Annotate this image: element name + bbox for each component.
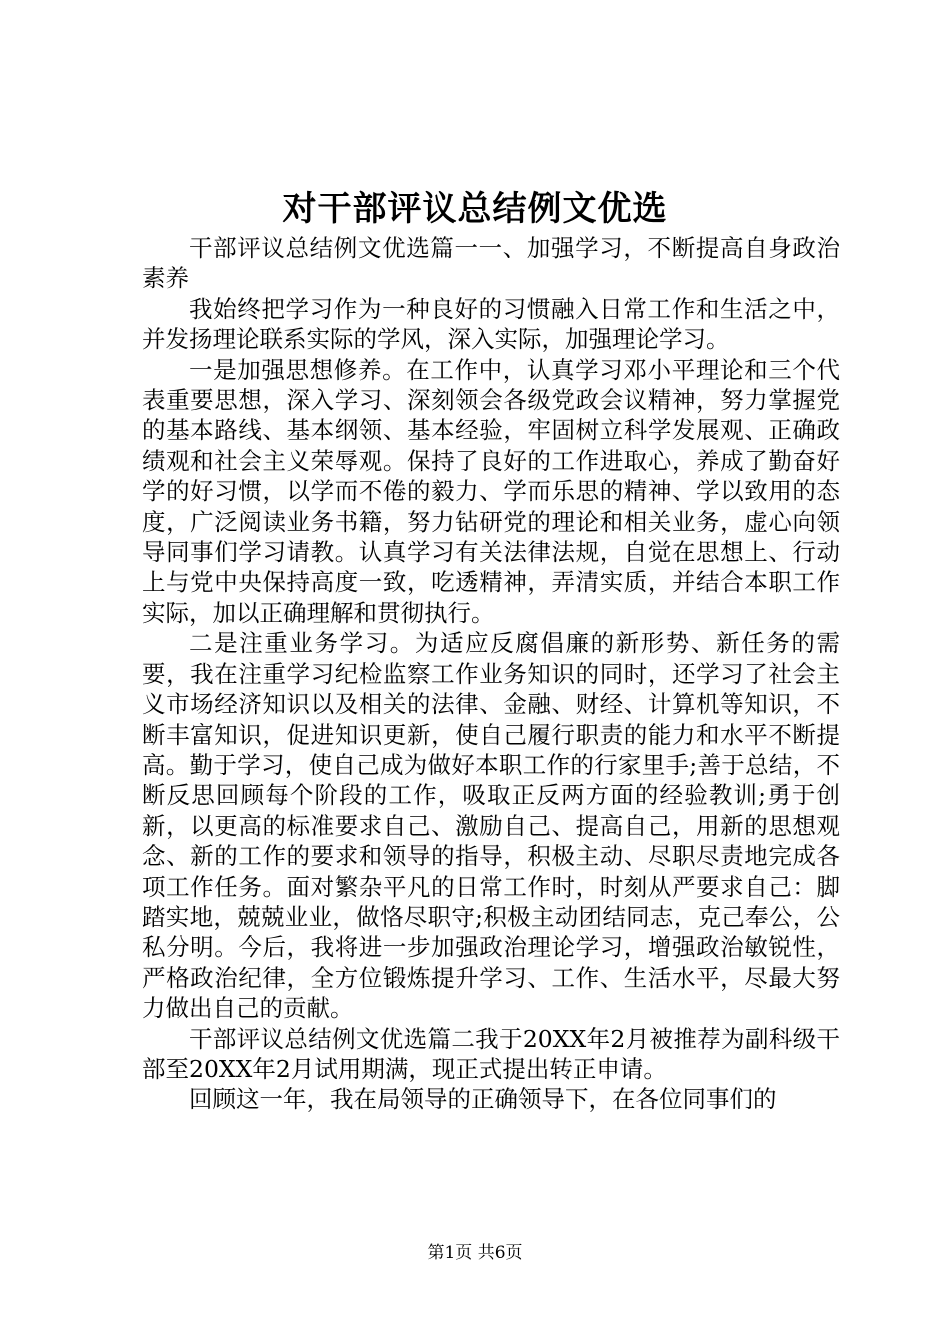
paragraph: 干部评议总结例文优选篇二我于20XX年2月被推荐为副科级干部至20XX年2月试用期满，现正式提出转正申请。 <box>142 1024 840 1083</box>
paragraph: 我始终把学习作为一种良好的习惯融入日常工作和生活之中，并发扬理论联系实际的学风，深入实际，加强理论学习。 <box>142 294 840 354</box>
paragraph: 回顾这一年，我在局领导的正确领导下，在各位同事们的 <box>189 1085 777 1114</box>
page-number-footer: 第1页 共6页 <box>427 1243 523 1263</box>
paragraph: 干部评议总结例文优选篇一一、加强学习，不断提高自身政治素养 <box>142 234 840 293</box>
document-body <box>142 233 840 1115</box>
paragraph: 一是加强思想修养。在工作中，认真学习邓小平理论和三个代表重要思想，深入学习、深刻领会各级党政会议精神，努力掌握党的基本路线、基本纲领、基本经验，牢固树立科学发展观、正确政绩观和社会主义荣辱观。保持了良好的工作进取心，养成了勤奋好学的好习惯，以学而不倦的毅力、学而乐思的精神、学以致用的态度，广泛阅读业务书籍，努力钻研党的理论和相关业务，虚心向领导同事们学习请教。认真学习有关法律法规，自觉在思想上、行动上与党中央保持高度一致，吃透精神，弄清实质，并结合本职工作实际，加以正确理解和贯彻执行。 <box>142 355 840 627</box>
document-title: 对干部评议总结例文优选 <box>282 189 668 229</box>
paragraph: 二是注重业务学习。为适应反腐倡廉的新形势、新任务的需要，我在注重学习纪检监察工作业务知识的同时，还学习了社会主义市场经济知识以及相关的法律、金融、财经、计算机等知识，不断丰富知识，促进知识更新，使自己履行职责的能力和水平不断提高。勤于学习，使自己成为做好本职工作的行家里手;善于总结，不断反思回顾每个阶段的工作，吸取正反两方面的经验教训;勇于创新，以更高的标准要求自己、激励自己、提高自己，用新的思想观念、新的工作的要求和领导的指导，积极主动、尽职尽责地完成各项工作任务。面对繁杂平凡的日常工作时，时刻从严要求自己：脚踏实地，兢兢业业，做恪尽职守;积极主动团结同志，克己奉公，公私分明。今后，我将进一步加强政治理论学习，增强政治敏锐性，严格政治纪律，全方位锻炼提升学习、工作、生活水平，尽最大努力做出自己的贡献。 <box>142 629 840 1023</box>
